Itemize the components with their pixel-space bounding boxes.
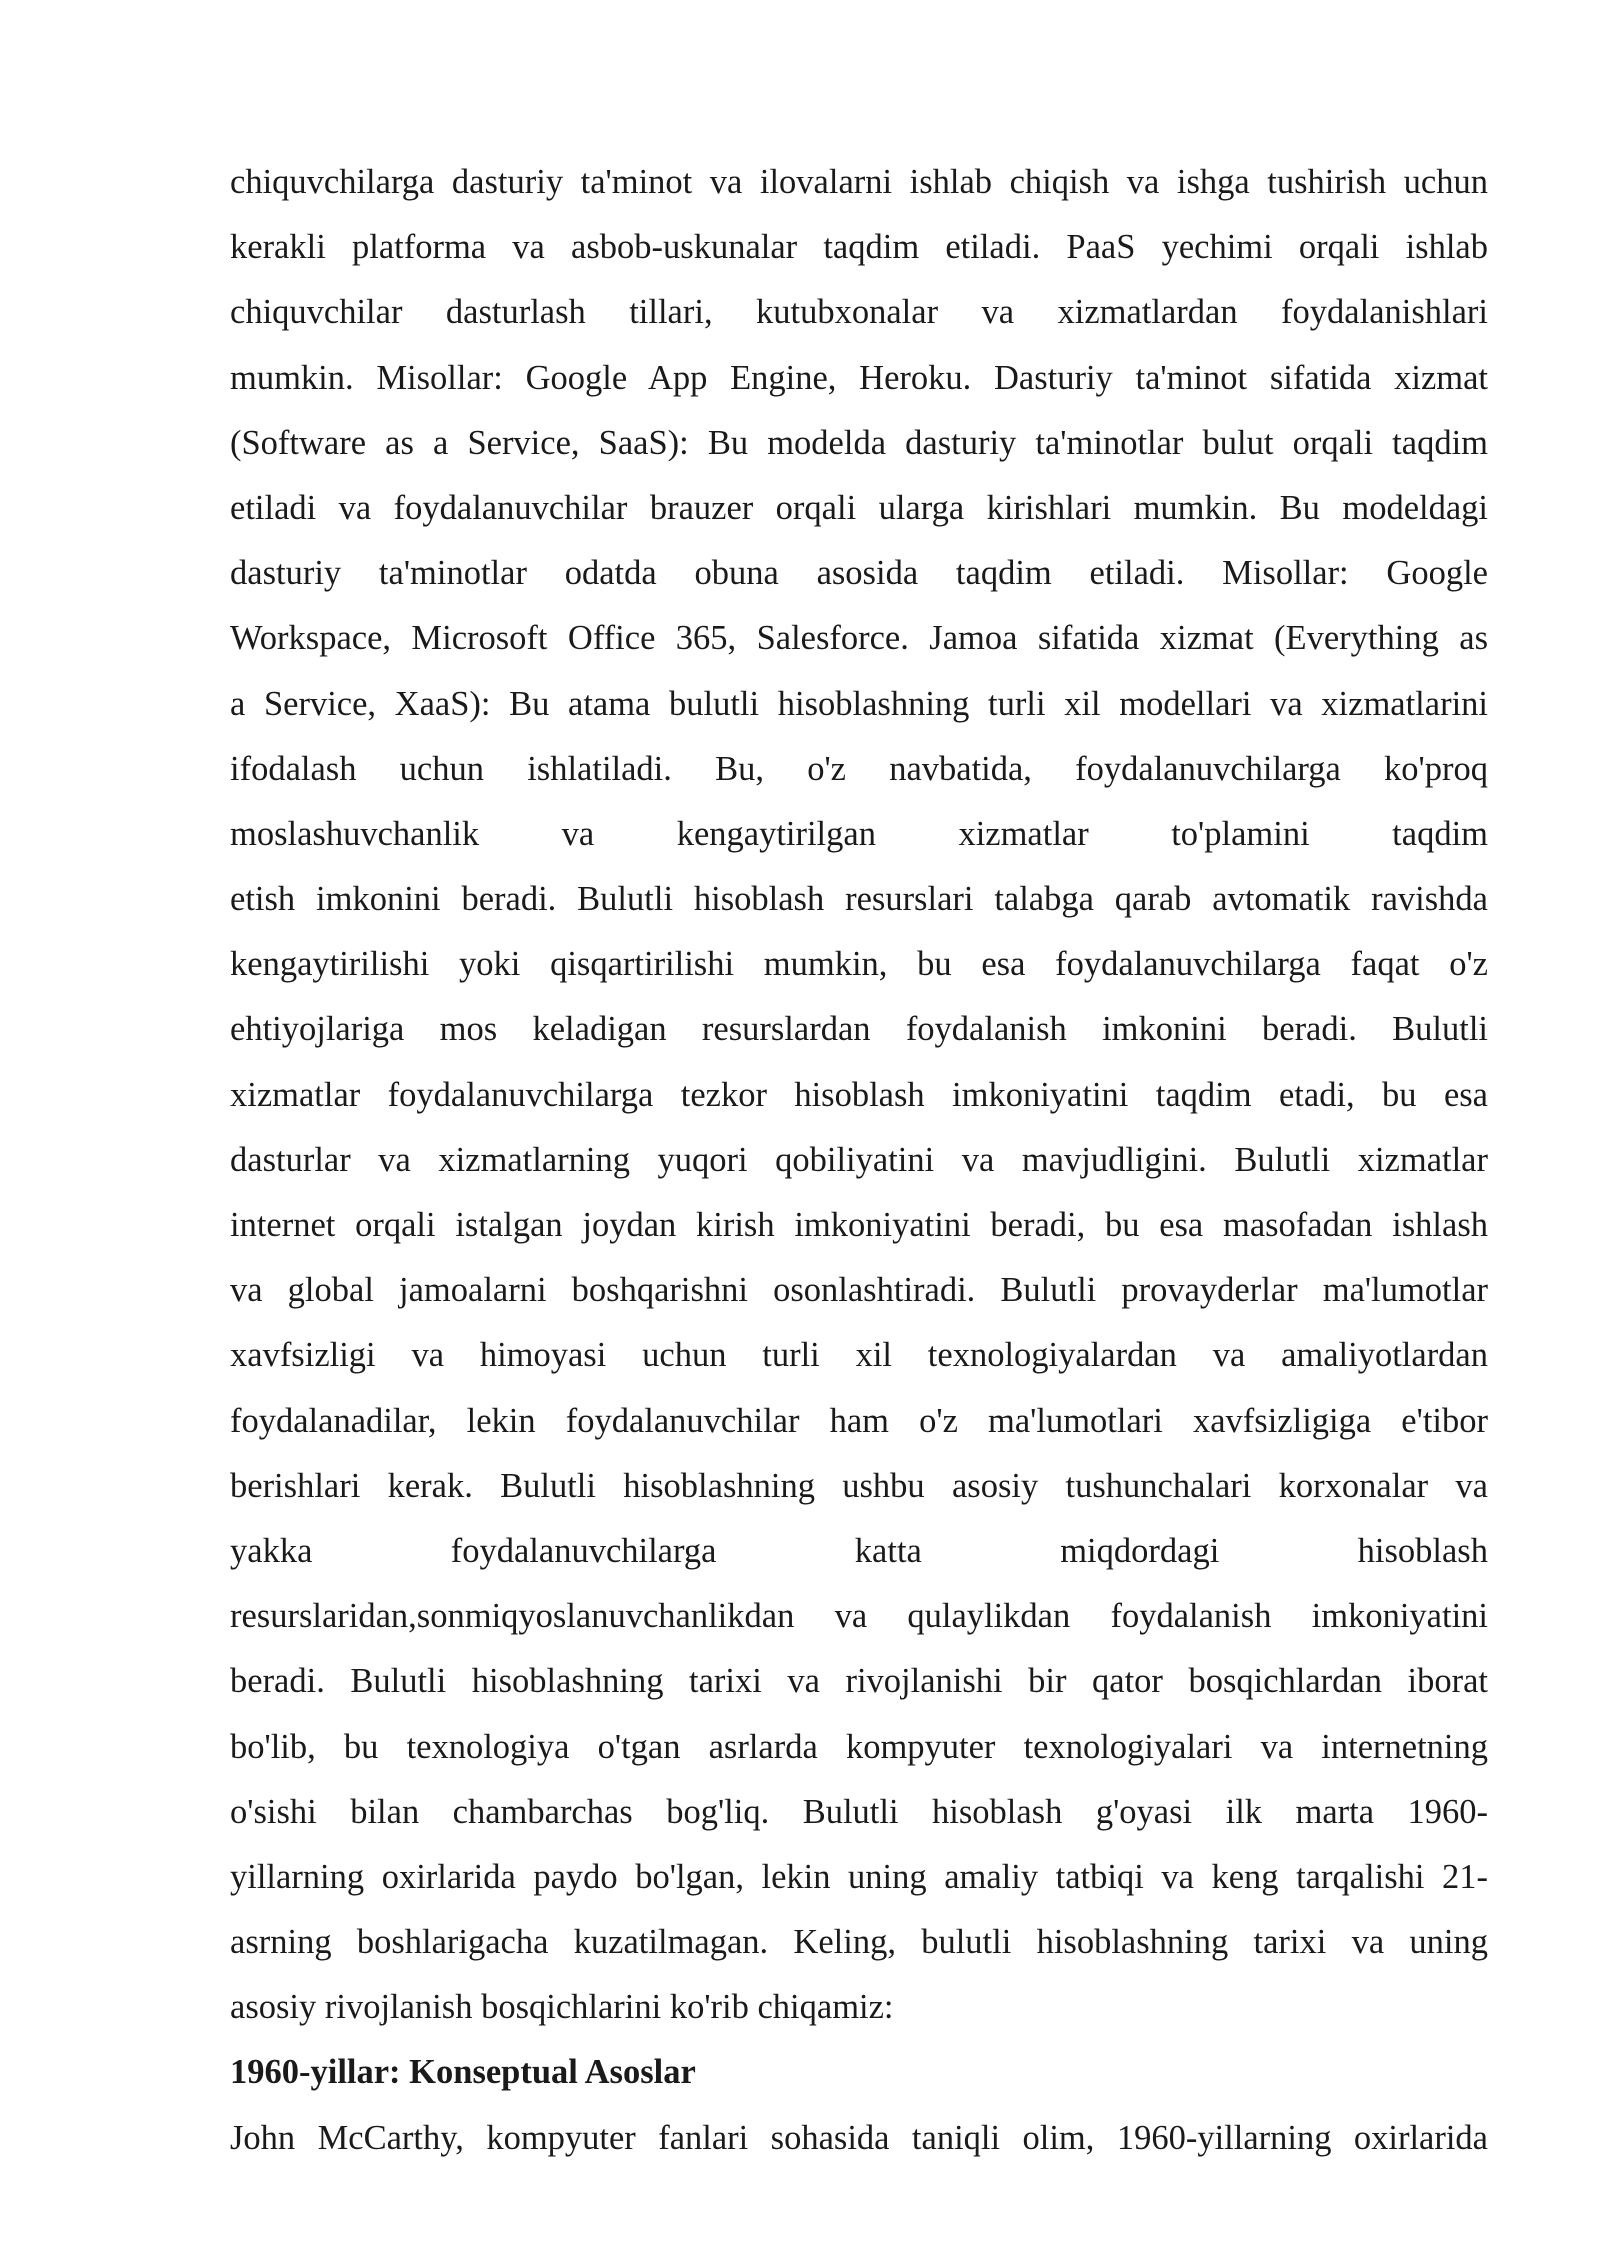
text-line: asosiy rivojlanish bosqichlarini ko'rib chiqamiz: — [230, 1988, 894, 2027]
body-paragraph — [230, 2106, 1488, 2171]
text-line: Workspace, Microsoft Office 365, Salesforce. Jamoa sifatida xizmat (Everything as — [230, 619, 1488, 658]
text-line: chiquvchilar dasturlash tillari, kutubxonalar va xizmatlardan foydalanishlari — [230, 293, 1488, 332]
text-line: xizmatlar foydalanuvchilarga tezkor hisoblash imkoniyatini taqdim etadi, bu esa — [230, 1075, 1488, 1114]
text-line: yillarning oxirlarida paydo bo'lgan, lekin uning amaliy tatbiqi va keng tarqalishi 21- — [230, 1857, 1488, 1896]
body-paragraph — [230, 150, 1488, 2040]
text-line: John McCarthy, kompyuter fanlari sohasida taniqli olim, 1960-yillarning oxirlarida — [230, 2118, 1488, 2157]
text-line: chiquvchilarga dasturiy ta'minot va ilovalarni ishlab chiqish va ishga tushirish uchun — [230, 163, 1488, 201]
text-line: o'sishi bilan chambarchas bog'liq. Bulutli hisoblash g'oyasi ilk marta 1960- — [230, 1792, 1488, 1831]
text-line: kerakli platforma va asbob-uskunalar taqdim etiladi. PaaS yechimi orqali ishlab — [230, 228, 1488, 267]
text-line: ifodalash uchun ishlatiladi. Bu, o'z navbatida, foydalanuvchilarga ko'proq — [230, 749, 1488, 788]
section-heading: 1960-yillar: Konseptual Asoslar — [230, 2053, 696, 2092]
text-line: kengaytirilishi yoki qisqartirilishi mumkin, bu esa foydalanuvchilarga faqat o'z — [230, 945, 1488, 984]
text-line: mumkin. Misollar: Google App Engine, Heroku. Dasturiy ta'minot sifatida xizmat — [230, 358, 1488, 397]
text-line: (Software as a Service, SaaS): Bu modelda dasturiy ta'minotlar bulut orqali taqdim — [230, 423, 1488, 462]
text-line: foydalanadilar, lekin foydalanuvchilar ham o'z ma'lumotlari xavfsizligiga e'tibor — [230, 1401, 1488, 1440]
text-line: dasturiy ta'minotlar odatda obuna asosida taqdim etiladi. Misollar: Google — [230, 554, 1488, 593]
text-line: dasturlar va xizmatlarning yuqori qobiliyatini va mavjudligini. Bulutli xizmatlar — [230, 1140, 1488, 1179]
text-line: bo'lib, bu texnologiya o'tgan asrlarda kompyuter texnologiyalari va internetning — [230, 1727, 1488, 1766]
text-line: xavfsizligi va himoyasi uchun turli xil texnologiyalardan va amaliyotlardan — [230, 1336, 1488, 1375]
text-line: etiladi va foydalanuvchilar brauzer orqali ularga kirishlari mumkin. Bu modeldagi — [230, 488, 1488, 527]
text-line: asrning boshlarigacha kuzatilmagan. Keling, bulutli hisoblashning tarixi va uning — [230, 1923, 1488, 1962]
text-line: a Service, XaaS): Bu atama bulutli hisoblashning turli xil modellari va xizmatlarini — [230, 684, 1488, 723]
text-line: etish imkonini beradi. Bulutli hisoblash resurslari talabga qarab avtomatik ravishda — [230, 880, 1488, 919]
text-line: moslashuvchanlik va kengaytirilgan xizmatlar to'plamini taqdim — [230, 814, 1488, 853]
text-line: internet orqali istalgan joydan kirish imkoniyatini beradi, bu esa masofadan ishlash — [230, 1206, 1488, 1244]
text-line: yakka foydalanuvchilarga katta miqdordagi hisoblash — [230, 1531, 1488, 1570]
text-line: va global jamoalarni boshqarishni osonlashtiradi. Bulutli provayderlar ma'lumotlar — [230, 1271, 1488, 1310]
text-line: resurslaridan,sonmiqyoslanuvchanlikdan va qulaylikdan foydalanish imkoniyatini — [230, 1597, 1488, 1636]
text-line: beradi. Bulutli hisoblashning tarixi va rivojlanishi bir qator bosqichlardan iborat — [230, 1662, 1488, 1701]
document-page — [230, 150, 1488, 2171]
text-line: ehtiyojlariga mos keladigan resurslardan foydalanish imkonini beradi. Bulutli — [230, 1010, 1488, 1049]
text-line: berishlari kerak. Bulutli hisoblashning ushbu asosiy tushunchalari korxonalar va — [230, 1466, 1488, 1505]
